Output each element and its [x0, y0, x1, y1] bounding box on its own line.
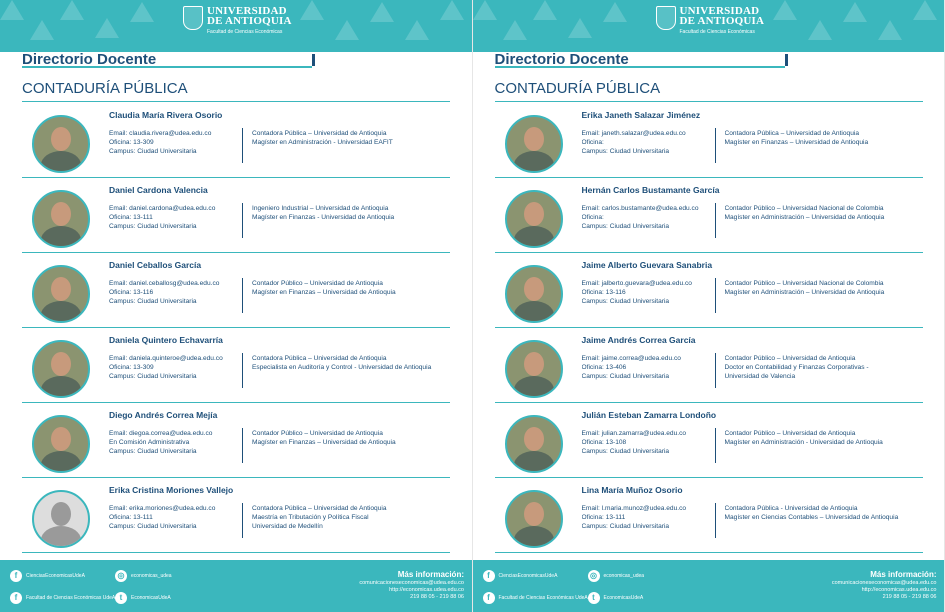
faculty-office: Oficina: 13-111 [109, 214, 153, 221]
faculty-name: Daniel Ceballos García [109, 260, 202, 270]
faculty-entry [495, 252, 923, 328]
faculty-campus: Campus: Ciudad Universitaria [581, 523, 670, 530]
instagram-icon: ◎ [115, 570, 127, 582]
logo-line2: DE ANTIOQUIA [679, 15, 765, 27]
faculty-name: Lina María Muñoz Osorio [581, 485, 683, 495]
faculty-degree: Contadora Pública – Universidad de Antioquia [252, 505, 387, 512]
logo-line1: UNIVERSIDAD [679, 5, 760, 17]
avatar [32, 190, 90, 248]
faculty-name: Jaime Andrés Correa García [581, 335, 696, 345]
faculty-office: Oficina: [581, 214, 604, 221]
faculty-office: Oficina: 13-111 [109, 514, 153, 521]
faculty-degree: Contador Público – Universidad de Antioquia [724, 355, 856, 362]
faculty-email[interactable]: Email: daniela.quinteroe@udea.edu.co [109, 355, 223, 362]
avatar [505, 265, 563, 323]
faculty-degree: Contador Público – Universidad de Antioquia [252, 430, 383, 437]
faculty-email[interactable]: Email: erika.moriones@udea.edu.co [109, 505, 216, 512]
page-title: Directorio Docente [22, 51, 157, 68]
university-logo [183, 6, 292, 36]
faculty-campus: Campus: Ciudad Universitaria [109, 448, 197, 455]
faculty-degree: Magíster en Finanzas – Universidad de Antioquia [724, 139, 869, 146]
faculty-degree: Magíster en Finanzas – Universidad de Antioquia [252, 289, 396, 296]
faculty-office: Oficina: 13-116 [109, 289, 154, 296]
page-title: Directorio Docente [494, 51, 629, 68]
faculty-degree: Magíster en Administración - Universidad EAFIT [252, 139, 393, 146]
logo-line1: UNIVERSIDAD [207, 5, 287, 17]
faculty-name: Julián Esteban Zamarra Londoño [581, 410, 717, 420]
faculty-email[interactable]: Email: l.maria.munoz@udea.edu.co [581, 505, 687, 512]
faculty-campus: Campus: Ciudad Universitaria [109, 148, 197, 155]
faculty-office: Oficina: 13-406 [581, 364, 627, 371]
footer-band [473, 560, 945, 612]
faculty-degree: Especialista en Auditoría y Control - Universidad de Antioquia [252, 364, 432, 371]
faculty-email[interactable]: Email: claudia.rivera@udea.edu.co [109, 130, 212, 137]
faculty-name: Erika Janeth Salazar Jiménez [581, 110, 701, 120]
instagram-icon: ◎ [588, 570, 600, 582]
faculty-degree: Magíster en Ciencias Contables – Universidad de Antioquia [724, 514, 899, 521]
section-title: CONTADURÍA PÚBLICA [22, 80, 188, 97]
avatar [32, 115, 90, 173]
avatar [505, 115, 563, 173]
faculty-email[interactable]: Email: julian.zamarra@udea.edu.co [581, 430, 687, 437]
faculty-campus: Campus: Ciudad Universitaria [581, 223, 670, 230]
header-band [0, 0, 472, 52]
facebook-page-link[interactable]: f Facultad de Ciencias Económicas UdeA [483, 592, 588, 604]
facebook-link[interactable]: f CienciasEconomicasUdeA [10, 570, 85, 582]
avatar [32, 265, 90, 323]
faculty-email[interactable]: Email: jalberto.guevara@udea.edu.co [581, 280, 692, 287]
faculty-campus: Campus: Ciudad Universitaria [581, 448, 670, 455]
avatar [505, 340, 563, 398]
logo-line3: Facultad de Ciencias Económicas [207, 29, 283, 35]
faculty-entry [495, 402, 923, 478]
faculty-campus: Campus: Ciudad Universitaria [109, 223, 197, 230]
faculty-degree: Contador Público – Universidad Nacional de Colombia [724, 280, 884, 287]
faculty-degree: Magíster en Administración – Universidad de Antioquia [724, 214, 885, 221]
section-title: CONTADURÍA PÚBLICA [494, 80, 661, 97]
faculty-entry [22, 252, 450, 328]
faculty-name: Daniel Cardona Valencia [109, 185, 208, 195]
faculty-campus: Campus: Ciudad Universitaria [581, 373, 670, 380]
avatar [32, 340, 90, 398]
faculty-campus: Campus: Ciudad Universitaria [581, 298, 670, 305]
faculty-degree: Contadora Pública – Universidad de Antioquia [252, 355, 387, 362]
faculty-email[interactable]: Email: daniel.cardona@udea.edu.co [109, 205, 216, 212]
faculty-degree: Contadora Pública – Universidad de Antioquia [252, 130, 387, 137]
faculty-entry [22, 177, 450, 253]
faculty-entry [22, 402, 450, 478]
faculty-entry [22, 102, 450, 178]
faculty-name: Diego Andrés Correa Mejía [109, 410, 218, 420]
faculty-entry [495, 477, 923, 553]
avatar [505, 490, 563, 548]
contact-phone: 219 88 05 - 219 88 06 [882, 594, 937, 600]
faculty-degree: Magíster en Administración – Universidad de Antioquia [724, 289, 885, 296]
faculty-degree: Contadora Pública – Universidad de Antioquia [724, 130, 860, 137]
faculty-degree: Magíster en Administración - Universidad de Antioquia [724, 439, 883, 446]
faculty-degree: Contador Público – Universidad de Antioquia [724, 430, 856, 437]
contact-email[interactable]: comunicacioneseconomicas@udea.edu.co [359, 580, 464, 586]
faculty-name: Daniela Quintero Echavarría [109, 335, 223, 345]
faculty-degree: Contador Público – Universidad de Antioquia [252, 280, 383, 287]
seal-icon [656, 6, 676, 30]
facebook-link[interactable]: f CienciasEconomicasUdeA [483, 570, 558, 582]
seal-icon [183, 6, 203, 30]
instagram-link[interactable]: ◎ economicas_udea [588, 570, 645, 582]
faculty-campus: Campus: Ciudad Universitaria [109, 298, 197, 305]
faculty-degree: Magíster en Finanzas - Universidad de Antioquia [252, 214, 395, 221]
facebook-icon: f [483, 570, 495, 582]
faculty-degree: Doctor en Contabilidad y Finanzas Corporativas - [724, 364, 869, 371]
faculty-entry [22, 327, 450, 403]
faculty-campus: Campus: Ciudad Universitaria [109, 373, 197, 380]
faculty-entry [22, 477, 450, 553]
faculty-name: Claudia María Rivera Osorio [109, 110, 223, 120]
faculty-entry [495, 102, 923, 178]
avatar-placeholder-icon [32, 490, 90, 548]
facebook-page-link[interactable]: f Facultad de Ciencias Económicas UdeA [10, 592, 115, 604]
avatar [32, 415, 90, 473]
faculty-campus: Campus: Ciudad Universitaria [109, 523, 197, 530]
faculty-email[interactable]: Email: janeth.salazar@udea.edu.co [581, 130, 686, 137]
faculty-office: En Comisión Administrativa [109, 439, 190, 446]
faculty-email[interactable]: Email: carlos.bustamante@udea.edu.co [581, 205, 699, 212]
header-band [473, 0, 945, 52]
faculty-degree: Magíster en Finanzas – Universidad de Antioquia [252, 439, 396, 446]
faculty-office: Oficina: 13-309 [109, 139, 154, 146]
avatar [505, 190, 563, 248]
faculty-degree: Universidad de Medellín [252, 523, 323, 530]
directory-header [22, 51, 312, 68]
contact-web[interactable]: http://economicas.udea.edu.co [861, 587, 937, 593]
faculty-degree: Maestría en Tributación y Política Fiscal [252, 514, 369, 521]
faculty-entry [495, 327, 923, 403]
faculty-office: Oficina: 13-309 [109, 364, 154, 371]
facebook-icon: f [10, 592, 22, 604]
faculty-office: Oficina: 13-111 [581, 514, 626, 521]
faculty-degree: Contador Público – Universidad Nacional de Colombia [724, 205, 884, 212]
faculty-entry [495, 177, 923, 253]
contact-email[interactable]: comunicacioneseconomicas@udea.edu.co [831, 580, 937, 586]
faculty-degree: Ingeniero Industrial – Universidad de Antioquia [252, 205, 389, 212]
faculty-campus: Campus: Ciudad Universitaria [581, 148, 670, 155]
contact-info: Más información: comunicacioneseconomicas@udea.edu.co http://economicas.udea.edu.co 219 88 05 - 219 88 06 [831, 570, 937, 600]
faculty-name: Erika Cristina Moriones Vallejo [109, 485, 234, 495]
faculty-email[interactable]: Email: jaime.correa@udea.edu.co [581, 355, 681, 362]
faculty-office: Oficina: 13-108 [581, 439, 627, 446]
faculty-office: Oficina: [581, 139, 604, 146]
twitter-icon: t [115, 592, 127, 604]
twitter-link[interactable]: t EconomicasUdeA [115, 592, 171, 604]
directory-page-right [473, 0, 945, 612]
logo-line3: Facultad de Ciencias Económicas [679, 29, 755, 35]
university-logo [656, 6, 765, 36]
faculty-email[interactable]: Email: daniel.ceballosg@udea.edu.co [109, 280, 220, 287]
avatar [505, 415, 563, 473]
faculty-name: Hernán Carlos Bustamante García [581, 185, 720, 195]
faculty-name: Jaime Alberto Guevara Sanabria [581, 260, 713, 270]
faculty-email[interactable]: Email: diegoa.correa@udea.edu.co [109, 430, 213, 437]
logo-line2: DE ANTIOQUIA [207, 15, 292, 27]
twitter-icon: t [588, 592, 600, 604]
facebook-icon: f [10, 570, 22, 582]
twitter-link[interactable]: t EconomicasUdeA [588, 592, 644, 604]
contact-web[interactable]: http://economicas.udea.edu.co [389, 587, 464, 593]
contact-phone: 219 88 05 - 219 88 06 [410, 594, 464, 600]
facebook-icon: f [483, 592, 495, 604]
instagram-link[interactable]: ◎ economicas_udea [115, 570, 172, 582]
faculty-degree: Contadora Pública - Universidad de Antioquia [724, 505, 858, 512]
faculty-degree: Universidad de Valencia [724, 373, 796, 380]
faculty-office: Oficina: 13-116 [581, 289, 626, 296]
contact-info: Más información: comunicacioneseconomicas@udea.edu.co http://economicas.udea.edu.co 219 88 05 - 219 88 06 [359, 570, 464, 600]
footer-band [0, 560, 472, 612]
directory-header [495, 51, 785, 68]
